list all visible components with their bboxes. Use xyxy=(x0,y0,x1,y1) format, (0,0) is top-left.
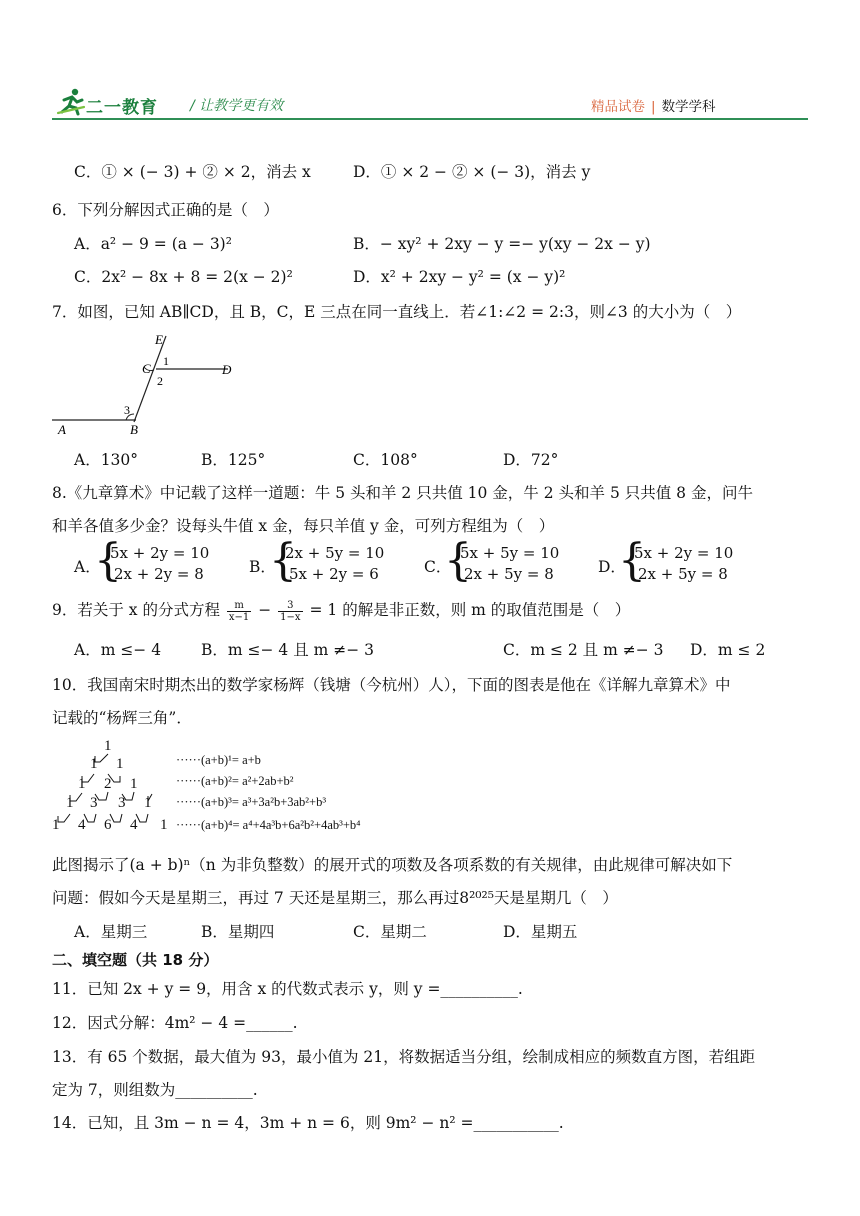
q7-stem: 7．如图，已知 AB∥CD，且 B，C，E 三点在同一直线上．若∠1:∠2 = 2:3，则∠3 的大小为（ ） xyxy=(52,303,742,321)
q10-stem-line1: 10．我国南宋时期杰出的数学家杨辉（钱塘（今杭州）人），下面的图表是他在《详解九章算术》中 xyxy=(52,676,731,694)
q10-option-c: C．星期二 xyxy=(353,923,427,941)
q7-option-c: C．108° xyxy=(353,451,418,469)
tri-r4-1: 4 xyxy=(78,817,86,833)
brand-slogan: / 让教学更有效 xyxy=(190,98,284,114)
formula-1: ······(a+b)¹= a+b xyxy=(176,753,261,767)
q9-option-d: D．m ≤ 2 xyxy=(690,641,766,659)
tri-r3-3: 1 xyxy=(144,795,152,811)
q9-option-c: C．m ≤ 2 且 m ≠− 3 xyxy=(503,641,664,659)
section-fill-in-heading: 二、填空题（共 18 分） xyxy=(52,951,219,969)
paper-tag: 精品试卷 xyxy=(591,99,645,115)
header-separator: | xyxy=(651,99,656,115)
subject-label: 数学学科 xyxy=(661,99,716,115)
angle-1-label: 1 xyxy=(163,354,169,368)
q10-option-d: D．星期五 xyxy=(503,923,578,941)
label-d: D xyxy=(222,362,232,377)
yanghui-triangle-figure xyxy=(48,734,428,838)
q14: 14．已知，且 3m − n = 4，3m + n = 6，则 9m² − n² =___________. xyxy=(52,1114,564,1132)
q10-stem-line4: 问题：假如今天是星期三，再过 7 天还是星期三，那么再过8²⁰²⁵天是星期几（ ） xyxy=(52,889,618,907)
angle-2-label: 2 xyxy=(157,374,163,388)
q10-option-b: B．星期四 xyxy=(201,923,275,941)
q13-line1: 13．有 65 个数据，最大值为 93，最小值为 21，将数据适当分组，绘制成相应的频数直方图，若组距 xyxy=(52,1048,756,1066)
tri-r4-0: 1 xyxy=(52,817,60,833)
tri-r3-0: 1 xyxy=(66,795,74,811)
label-a: A xyxy=(58,422,66,437)
formula-4: ······(a+b)⁴= a⁴+4a³b+6a²b²+4ab³+b⁴ xyxy=(176,818,361,832)
q12: 12．因式分解：4m² − 4 =______. xyxy=(52,1014,298,1032)
q8-stem-line2: 和羊各值多少金？设每头牛值 x 金，每只羊值 y 金，可列方程组为（ ） xyxy=(52,517,555,535)
q5-option-c: C．① × (− 3) + ② × 2，消去 x xyxy=(74,163,311,181)
brand-name: 二一教育 xyxy=(86,98,158,118)
logo-runner-icon xyxy=(56,86,86,116)
q8-stem-line1: 8.《九章算术》中记载了这样一道题：牛 5 头和羊 2 只共值 10 金，牛 2 头和羊 5 只共值 8 金，问牛 xyxy=(52,484,753,502)
tri-r2-0: 1 xyxy=(78,776,86,792)
q10-stem-line2: 记载的“杨辉三角”． xyxy=(52,709,192,727)
tri-r4-4: 1 xyxy=(160,817,168,833)
q7-figure xyxy=(48,326,248,438)
q7-option-a: A．130° xyxy=(74,451,139,469)
q5-option-d: D．① × 2 − ② × (− 3)，消去 y xyxy=(353,163,591,181)
tri-r2-1: 2 xyxy=(104,776,112,792)
tri-r4-3: 4 xyxy=(130,817,138,833)
q10-stem-line3: 此图揭示了(a + b)ⁿ（n 为非负整数）的展开式的项数及各项系数的有关规律，由此规律可解决如下 xyxy=(52,856,733,874)
q13-line2: 定为 7，则组数为__________. xyxy=(52,1081,258,1099)
q6-stem: 6．下列分解因式正确的是（ ） xyxy=(52,201,279,219)
q9-option-b: B．m ≤− 4 且 m ≠− 3 xyxy=(201,641,375,659)
label-c: C xyxy=(142,361,151,376)
tri-r1-0: 1 xyxy=(90,756,98,772)
q7-option-b: B．125° xyxy=(201,451,266,469)
q7-option-d: D．72° xyxy=(503,451,559,469)
formula-2: ······(a+b)²= a²+2ab+b² xyxy=(176,774,294,788)
formula-3: ······(a+b)³= a³+3a²b+3ab²+b³ xyxy=(176,795,327,809)
tri-r4-2: 6 xyxy=(104,817,112,833)
q6-option-a: A．a² − 9 = (a − 3)² xyxy=(74,235,232,253)
q6-option-b: B．− xy² + 2xy − y =− y(xy − 2x − y) xyxy=(353,235,651,253)
q6-option-c: C．2x² − 8x + 8 = 2(x − 2)² xyxy=(74,268,293,286)
q9-stem: 9．若关于 x 的分式方程 $\frac{m}{x-1}$ − $\frac{3}{1-x}$ = 1 的解是非正数，则 m 的取值范围是（ ） xyxy=(52,599,631,623)
tri-r2-2: 1 xyxy=(130,776,138,792)
label-b: B xyxy=(130,422,138,437)
header-rule xyxy=(52,118,808,120)
angle-3-label: 3 xyxy=(124,403,130,417)
tri-r3-2: 3 xyxy=(118,795,126,811)
label-e: E xyxy=(155,332,163,347)
q9-option-a: A．m ≤− 4 xyxy=(74,641,162,659)
q10-option-a: A．星期三 xyxy=(74,923,148,941)
tri-r0: 1 xyxy=(104,738,112,754)
tri-r3-1: 3 xyxy=(90,795,98,811)
q11: 11．已知 2x + y = 9，用含 x 的代数式表示 y，则 y =__________. xyxy=(52,980,523,998)
header-right xyxy=(591,95,716,115)
q6-option-d: D．x² + 2xy − y² = (x − y)² xyxy=(353,268,566,286)
tri-r1-1: 1 xyxy=(116,756,124,772)
